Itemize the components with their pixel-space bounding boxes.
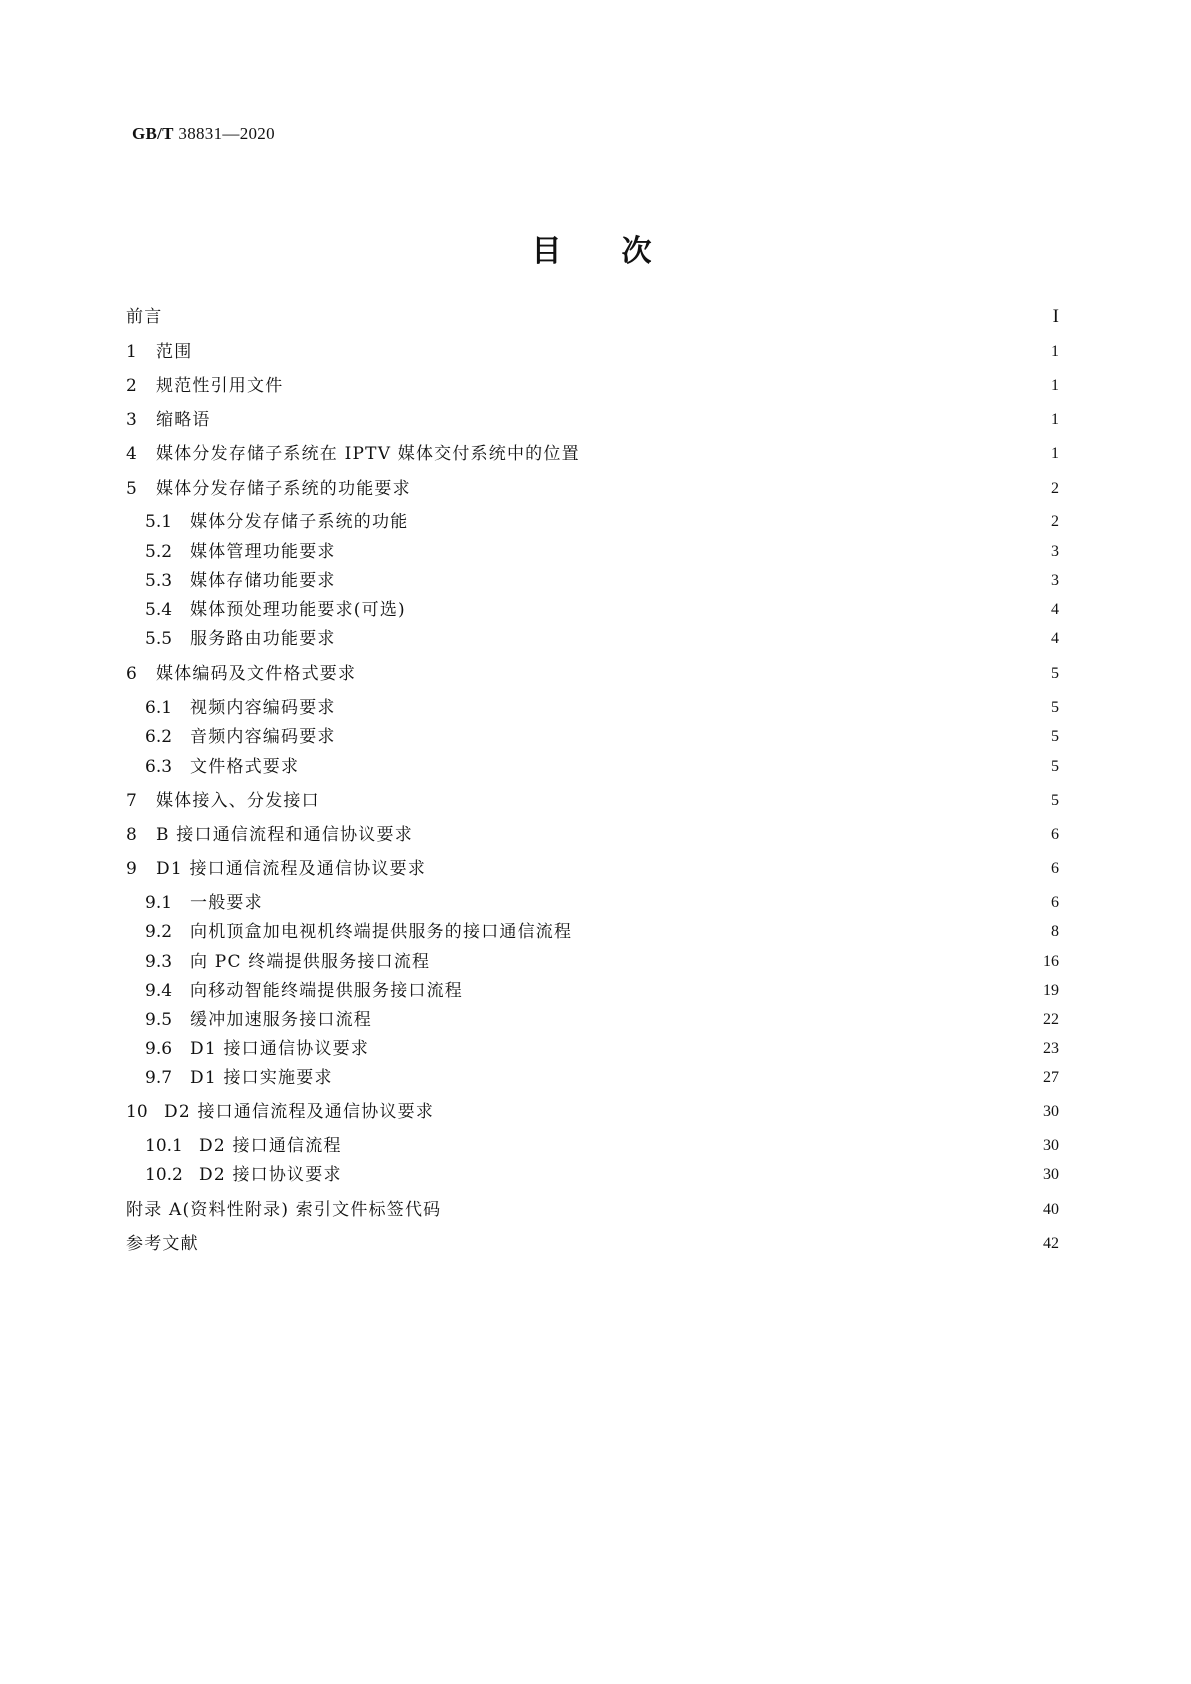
dot-leader bbox=[273, 891, 1037, 915]
toc-subentry[interactable] bbox=[145, 979, 1059, 1003]
dot-leader bbox=[366, 662, 1037, 686]
toc-entry-title: 视频内容编码要求 bbox=[190, 698, 336, 718]
toc-entry-number: 7 bbox=[126, 791, 137, 811]
toc-entry-title: B 接口通信流程和通信协议要求 bbox=[156, 825, 413, 845]
toc-subentry[interactable] bbox=[145, 510, 1059, 534]
toc-entry-number: 5.3 bbox=[145, 571, 173, 591]
toc-entry-number: 3 bbox=[126, 410, 137, 430]
toc-entry-page: 3 bbox=[1051, 572, 1059, 589]
toc-subentry[interactable] bbox=[145, 891, 1059, 915]
toc-entry-page: 40 bbox=[1043, 1201, 1059, 1218]
toc-entry[interactable] bbox=[126, 340, 1059, 364]
toc-entry-title: 媒体分发存储子系统的功能 bbox=[190, 512, 409, 532]
toc-entry-title: 缩略语 bbox=[156, 410, 211, 430]
toc-entry-title: 媒体分发存储子系统的功能要求 bbox=[156, 479, 411, 499]
toc-entry-page: 6 bbox=[1051, 860, 1059, 877]
toc-entry[interactable] bbox=[126, 789, 1059, 813]
dot-leader bbox=[346, 569, 1037, 593]
toc-entry[interactable] bbox=[126, 408, 1059, 432]
dot-leader bbox=[352, 1134, 1035, 1158]
standard-code-prefix: GB/T bbox=[132, 124, 174, 143]
toc-entry-page: 30 bbox=[1043, 1166, 1059, 1183]
dot-leader bbox=[444, 1100, 1035, 1124]
toc-entry-title: D2 接口通信流程 bbox=[199, 1136, 342, 1156]
toc-entry[interactable] bbox=[126, 442, 1059, 466]
toc-subentry[interactable] bbox=[145, 696, 1059, 720]
toc-entry-page: 1 bbox=[1051, 377, 1059, 394]
toc-entry[interactable] bbox=[126, 1100, 1059, 1124]
toc-entry-page: 23 bbox=[1043, 1040, 1059, 1057]
toc-entry-title: 规范性引用文件 bbox=[156, 376, 284, 396]
toc-entry-number: 9.2 bbox=[145, 922, 173, 942]
toc-entry-title: D2 接口协议要求 bbox=[199, 1165, 342, 1185]
toc-entry-page: 4 bbox=[1051, 601, 1059, 618]
toc-entry-title: 媒体存储功能要求 bbox=[190, 571, 336, 591]
toc-entry-number: 5.1 bbox=[145, 512, 173, 532]
toc-subentry[interactable] bbox=[145, 1037, 1059, 1061]
toc-entry-number: 4 bbox=[126, 444, 137, 464]
toc-subentry[interactable] bbox=[145, 627, 1059, 651]
toc-entry[interactable] bbox=[126, 857, 1059, 881]
toc-entry-title: 前言 bbox=[126, 307, 163, 327]
toc-entry-page: 5 bbox=[1051, 699, 1059, 716]
dot-leader bbox=[293, 374, 1037, 398]
toc-entry-title: 向 PC 终端提供服务接口流程 bbox=[190, 952, 431, 972]
toc-subentry[interactable] bbox=[145, 569, 1059, 593]
toc-entry-page: 1 bbox=[1051, 411, 1059, 428]
toc-entry-number: 5 bbox=[126, 479, 137, 499]
toc-entry-title: 向移动智能终端提供服务接口流程 bbox=[190, 981, 463, 1001]
toc-entry-title: D1 接口实施要求 bbox=[190, 1068, 333, 1088]
toc-entry-page: 6 bbox=[1051, 826, 1059, 843]
toc-entry-page: 5 bbox=[1051, 758, 1059, 775]
toc-entry-number: 9.1 bbox=[145, 893, 173, 913]
dot-leader bbox=[343, 1066, 1035, 1090]
dot-leader bbox=[309, 755, 1037, 779]
toc-entry-number: 9.6 bbox=[145, 1039, 173, 1059]
toc-subentry[interactable] bbox=[145, 1008, 1059, 1032]
toc-entry-page: 19 bbox=[1043, 982, 1059, 999]
toc-subentry[interactable] bbox=[145, 598, 1059, 622]
dot-leader bbox=[202, 340, 1037, 364]
toc-entry-title: 一般要求 bbox=[190, 893, 263, 913]
toc-entry-page: 1 bbox=[1051, 445, 1059, 462]
toc-entry-page: 5 bbox=[1051, 728, 1059, 745]
dot-leader bbox=[473, 979, 1035, 1003]
toc-entry-number: 8 bbox=[126, 825, 137, 845]
dot-leader bbox=[221, 408, 1037, 432]
toc-entry-title: 媒体分发存储子系统在 IPTV 媒体交付系统中的位置 bbox=[156, 444, 580, 464]
dot-leader bbox=[379, 1037, 1035, 1061]
toc-entry-title: D1 接口通信协议要求 bbox=[190, 1039, 370, 1059]
toc-subentry[interactable] bbox=[145, 755, 1059, 779]
toc-entry-title: 音频内容编码要求 bbox=[190, 727, 336, 747]
dot-leader bbox=[352, 1163, 1035, 1187]
toc-entry-title: 媒体管理功能要求 bbox=[190, 542, 336, 562]
toc-subentry[interactable] bbox=[145, 1134, 1059, 1158]
toc-subentry[interactable] bbox=[145, 725, 1059, 749]
toc-subentry[interactable] bbox=[145, 540, 1059, 564]
dot-leader bbox=[346, 540, 1037, 564]
toc-entry-number: 5.2 bbox=[145, 542, 173, 562]
toc-entry-page: I bbox=[1052, 306, 1059, 327]
toc-entry-title: 服务路由功能要求 bbox=[190, 629, 336, 649]
toc-entry-title: 附录 A(资料性附录) 索引文件标签代码 bbox=[126, 1200, 442, 1220]
toc-entry-page: 3 bbox=[1051, 543, 1059, 560]
toc-subentry[interactable] bbox=[145, 1163, 1059, 1187]
dot-leader bbox=[346, 725, 1037, 749]
dot-leader bbox=[330, 789, 1037, 813]
toc-entry-number: 5.5 bbox=[145, 629, 173, 649]
dot-leader bbox=[416, 598, 1037, 622]
toc-entry-title: 参考文献 bbox=[126, 1234, 199, 1254]
toc-entry-annex-a[interactable] bbox=[126, 1198, 1059, 1222]
toc-entry-foreword[interactable] bbox=[126, 305, 1059, 329]
dot-leader bbox=[418, 510, 1037, 534]
dot-leader bbox=[172, 305, 1037, 329]
dot-leader bbox=[346, 696, 1037, 720]
toc-entry[interactable] bbox=[126, 477, 1059, 501]
toc-entry[interactable] bbox=[126, 823, 1059, 847]
toc-entry-number: 9.7 bbox=[145, 1068, 173, 1088]
toc-entry-number: 5.4 bbox=[145, 600, 173, 620]
toc-entry-page: 2 bbox=[1051, 513, 1059, 530]
toc-entry-number: 6.3 bbox=[145, 757, 173, 777]
toc-entry-page: 2 bbox=[1051, 480, 1059, 497]
toc-entry-bibliography[interactable] bbox=[126, 1232, 1059, 1256]
toc-entry-number: 6.1 bbox=[145, 698, 173, 718]
page-title: 目次 bbox=[531, 234, 712, 269]
toc-entry-number: 9.4 bbox=[145, 981, 173, 1001]
dot-leader bbox=[382, 1008, 1035, 1032]
toc-entry-title: D2 接口通信流程及通信协议要求 bbox=[164, 1102, 435, 1122]
toc-entry-title: 向机顶盒加电视机终端提供服务的接口通信流程 bbox=[190, 922, 573, 942]
toc-subentry[interactable] bbox=[145, 920, 1059, 944]
toc-entry-number: 1 bbox=[126, 342, 137, 362]
dot-leader bbox=[451, 1198, 1035, 1222]
toc-entry-page: 1 bbox=[1051, 343, 1059, 360]
toc-subentry[interactable] bbox=[145, 1066, 1059, 1090]
dot-leader bbox=[590, 442, 1037, 466]
toc-entry-number: 9 bbox=[126, 859, 137, 879]
toc-entry-number: 9.5 bbox=[145, 1010, 173, 1030]
toc-entry-title: 媒体预处理功能要求(可选) bbox=[190, 600, 406, 620]
toc-entry-title: 文件格式要求 bbox=[190, 757, 300, 777]
toc-entry-title: 媒体接入、分发接口 bbox=[156, 791, 320, 811]
toc-entry-title: 媒体编码及文件格式要求 bbox=[156, 664, 357, 684]
toc-entry-title: 范围 bbox=[156, 342, 193, 362]
toc-entry-page: 5 bbox=[1051, 792, 1059, 809]
dot-leader bbox=[209, 1232, 1035, 1256]
dot-leader bbox=[421, 477, 1037, 501]
toc-entry-number: 2 bbox=[126, 376, 137, 396]
dot-leader bbox=[440, 950, 1035, 974]
toc-entry-number: 10.1 bbox=[145, 1136, 183, 1156]
toc-entry-title: 缓冲加速服务接口流程 bbox=[190, 1010, 372, 1030]
dot-leader bbox=[582, 920, 1037, 944]
toc-entry-number: 10 bbox=[126, 1102, 148, 1122]
toc-entry-title: D1 接口通信流程及通信协议要求 bbox=[156, 859, 427, 879]
toc-entry-page: 6 bbox=[1051, 894, 1059, 911]
toc-entry-page: 30 bbox=[1043, 1103, 1059, 1120]
toc-entry-page: 5 bbox=[1051, 665, 1059, 682]
toc-subentry[interactable] bbox=[145, 950, 1059, 974]
toc-entry-page: 42 bbox=[1043, 1235, 1059, 1252]
dot-leader bbox=[423, 823, 1037, 847]
toc-entry-number: 6 bbox=[126, 664, 137, 684]
toc-entry-page: 8 bbox=[1051, 923, 1059, 940]
toc-entry-number: 6.2 bbox=[145, 727, 173, 747]
toc-entry-page: 27 bbox=[1043, 1069, 1059, 1086]
toc-entry[interactable] bbox=[126, 662, 1059, 686]
toc-entry-number: 9.3 bbox=[145, 952, 173, 972]
toc-entry-page: 22 bbox=[1043, 1011, 1059, 1028]
dot-leader bbox=[346, 627, 1037, 651]
dot-leader bbox=[436, 857, 1037, 881]
toc-entry-number: 10.2 bbox=[145, 1165, 183, 1185]
toc-entry[interactable] bbox=[126, 374, 1059, 398]
toc-entry-page: 4 bbox=[1051, 630, 1059, 647]
toc-entry-page: 30 bbox=[1043, 1137, 1059, 1154]
toc-entry-page: 16 bbox=[1043, 953, 1059, 970]
standard-code-number: 38831—2020 bbox=[178, 124, 275, 143]
